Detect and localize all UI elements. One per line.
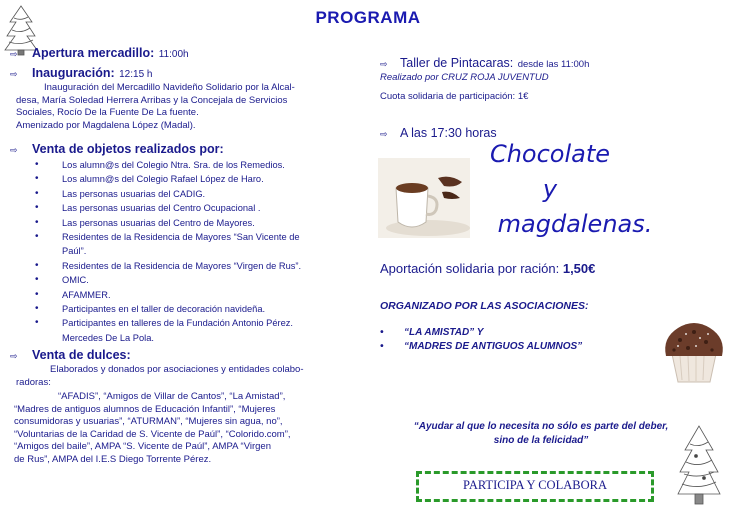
organizado-list [380,326,582,354]
venta-objetos-list [10,158,365,345]
arrow-bullet-icon: ⇨ [380,129,388,139]
text-line: Sociales, Rocío De la Fuente De La fuente. [16,107,199,119]
taller-row [380,54,720,72]
list-item-continuation: Mercedes De La Pola. [62,332,154,343]
inauguracion-label: Inauguración: [32,66,115,80]
arrow-bullet-icon: ⇨ [380,59,388,69]
list-item: • OMIC. [10,273,365,287]
inauguracion-row [10,64,365,82]
quote-line: sino de la felicidad” [493,435,589,446]
venta-objetos-row [10,140,365,158]
text-line: de Rus”, AMPA del I.E.S Diego Torrente Pérez. [14,453,212,465]
list-item: • Residentes de la Residencia de Mayores “San Vicente de [10,230,365,244]
venta-dulces-row [10,346,365,364]
list-item: • Los alumn@s del Colegio Rafael López de Haro. [10,172,365,186]
organizado-label: ORGANIZADO POR LAS ASOCIACIONES: [380,300,589,312]
chocolate-line3: magdalenas. [497,210,653,238]
quote-line: “Ayudar al que lo necesita no sólo es parte del deber, [413,421,669,432]
arrow-bullet-icon: ⇨ [10,49,18,59]
list-item-continuation: Paúl”. [62,246,87,257]
text-line: “Voluntarias de la Caridad de S. Vicente de Paúl”, “Colorido.com”, [14,428,291,440]
list-item: • Los alumn@s del Colegio Ntra. Sra. de los Remedios. [10,158,365,172]
list-item: • “LA AMISTAD” Y [380,327,484,338]
text-line: radoras: [16,376,51,388]
text-line: “AFADIS”, “Amigos de Villar de Cantos”, “La Amistad”, [58,391,286,402]
venta-dulces-text [14,391,360,467]
venta-dulces-intro [10,364,365,389]
apertura-row [10,44,365,62]
text-line: consumidoras y usuarias”, “ATURMAN”, “Mujeres sin agua, no”, [14,416,283,428]
list-item: • Las personas usuarias del Centro de Mayores. [10,216,365,230]
list-item: • AFAMMER. [10,288,365,302]
text-line: “Madres de antiguos alumnos de Educación Infantil”, “Mujeres [14,403,276,415]
list-item: • Participantes en el taller de decoración navideña. [10,302,365,316]
taller-cuota: Cuota solidaria de participación: 1€ [380,91,529,102]
taller-label: Taller de Pintacaras: [400,56,514,70]
list-item-text: “LA AMISTAD” Y [404,327,484,338]
list-item-text: “MADRES DE ANTIGUOS ALUMNOS” [404,341,583,352]
text-line: “Amigos del baile”, AMPA “S. Vicente de Paúl”, AMPA “Virgen [14,441,271,453]
arrow-bullet-icon: ⇨ [10,69,18,79]
apertura-label: Apertura mercadillo: [32,46,155,60]
text-line: desa, María Soledad Herrera Arribas y la Concejala de Servicios [16,94,288,106]
taller-time: desde las 11:00h [517,59,590,70]
inauguracion-time: 12:15 h [119,69,153,80]
arrow-bullet-icon: ⇨ [10,145,18,155]
aportacion-row [380,261,595,276]
text-line: Inauguración del Mercadillo Navideño Solidario por la Alcal- [44,82,295,93]
taller-realizado: Realizado por CRUZ ROJA JUVENTUD [380,72,549,83]
apertura-time: 11:00h [158,49,189,60]
aportacion-label: Aportación solidaria por ración: [380,261,560,276]
list-item: • Participantes en talleres de la Fundación Antonio Pérez. [10,316,365,330]
list-item: • Residentes de la Residencia de Mayores “Virgen de Rus”. [10,259,365,273]
inauguracion-text [10,82,365,132]
participa-banner: PARTICIPA Y COLABORA [416,471,654,502]
text-line: Elaborados y donados por asociaciones y entidades colabo- [50,364,304,375]
venta-dulces-label: Venta de dulces: [32,348,131,362]
list-item: • Las personas usuarias del Centro Ocupacional . [10,201,365,215]
aportacion-price: 1,50€ [562,261,596,276]
chocolate-time: A las 17:30 horas [400,126,497,140]
chocolate-line1: Chocolate [489,140,611,168]
page-title: PROGRAMA [315,8,421,27]
chocolate-line2: y [542,175,558,203]
muffin-icon [658,318,730,386]
text-line: Amenizado por Magdalena López (Madal). [16,119,196,131]
list-item: • Las personas usuarias del CADIG. [10,187,365,201]
venta-objetos-label: Venta de objetos realizados por: [32,142,224,156]
cup-icon [378,158,470,238]
arrow-bullet-icon: ⇨ [10,351,18,361]
list-item: • “MADRES DE ANTIGUOS ALUMNOS” [380,341,583,352]
quote [376,420,706,448]
